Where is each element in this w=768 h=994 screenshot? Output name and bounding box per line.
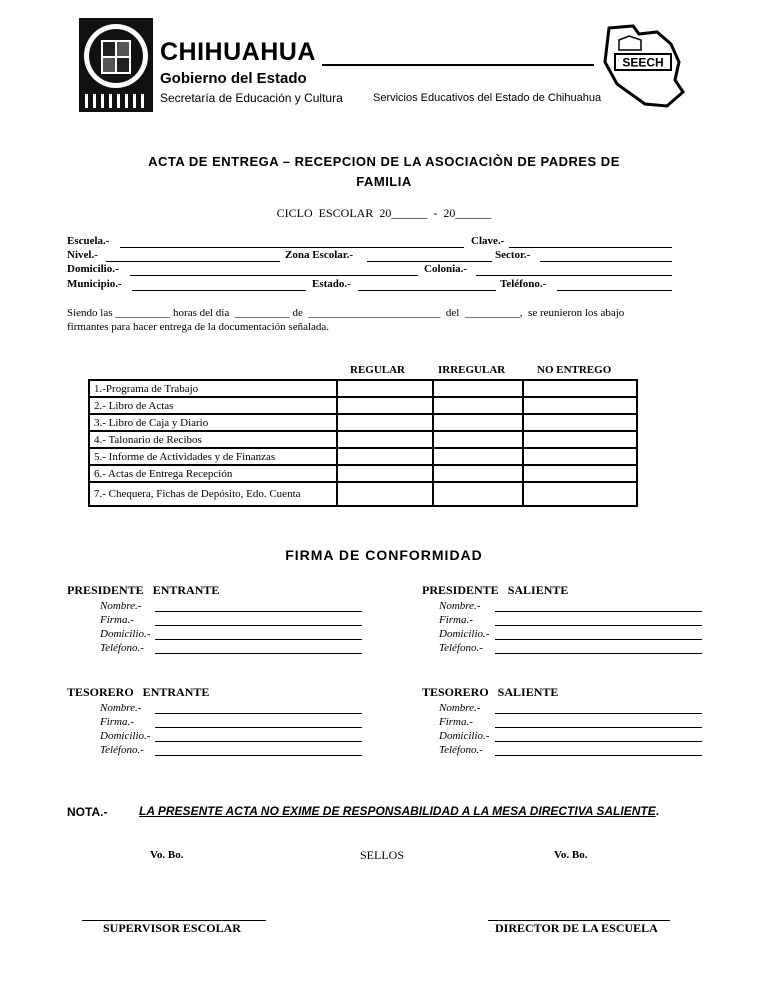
item-label: 5.- Informe de Actividades y de Finanzas <box>89 448 337 465</box>
row-estado <box>312 278 351 290</box>
state-seal-logo <box>79 18 153 112</box>
cell-irregular[interactable] <box>433 431 523 448</box>
label-colonia: Colonia.- <box>424 263 468 275</box>
cell-no-entrego[interactable] <box>523 380 637 397</box>
doc-title-line2: FAMILIA <box>356 174 412 189</box>
header-irregular: IRREGULAR <box>438 364 506 376</box>
field-nombre[interactable] <box>495 611 702 612</box>
label-nombre: Nombre.- <box>439 600 481 612</box>
field-telefono[interactable] <box>557 290 672 291</box>
item-label: 4.- Talonario de Recibos <box>89 431 337 448</box>
label-nombre: Nombre.- <box>100 600 142 612</box>
label-estado: Estado.- <box>312 278 351 290</box>
label-domicilio: Domicilio.- <box>100 730 151 742</box>
sig-row-nombre <box>67 600 367 614</box>
label-telefono: Teléfono.- <box>100 744 144 756</box>
table-row <box>89 414 637 431</box>
seech-label: SEECH <box>622 55 664 70</box>
nota-text: LA PRESENTE ACTA NO EXIME DE RESPONSABILIDAD A LA MESA DIRECTIVA SALIENTE <box>139 804 656 818</box>
sig-row-domicilio <box>422 730 722 744</box>
heading-presidente-saliente: PRESIDENTE SALIENTE <box>422 583 569 597</box>
seech-logo <box>601 22 687 110</box>
label-telefono: Teléfono.- <box>439 744 483 756</box>
item-label: 1.-Programa de Trabajo <box>89 380 337 397</box>
field-estado[interactable] <box>358 290 496 291</box>
field-domicilio[interactable] <box>495 639 702 640</box>
nota-text-wrap <box>139 804 659 818</box>
block-tesorero-saliente <box>422 685 722 758</box>
sig-row-nombre <box>67 702 367 716</box>
cell-irregular[interactable] <box>433 482 523 506</box>
item-label: 2.- Libro de Actas <box>89 397 337 414</box>
field-firma[interactable] <box>495 625 702 626</box>
vobo-right: Vo. Bo. <box>554 849 588 861</box>
field-municipio[interactable] <box>132 290 306 291</box>
field-firma[interactable] <box>155 625 362 626</box>
table-row <box>89 431 637 448</box>
paragraph-line2: firmantes para hacer entrega de la documentación señalada. <box>67 321 330 333</box>
field-telefono[interactable] <box>155 653 362 654</box>
firma-title: FIRMA DE CONFORMIDAD <box>285 547 483 563</box>
row-colonia <box>424 263 467 275</box>
servicios-text: Servicios Educativos del Estado de Chihuahua <box>373 92 602 104</box>
block-tesorero-entrante <box>67 685 367 758</box>
field-domicilio[interactable] <box>130 275 418 276</box>
header-regular: REGULAR <box>350 364 406 376</box>
state-title: CHIHUAHUA <box>160 38 316 66</box>
field-sector[interactable] <box>540 261 672 262</box>
field-nombre[interactable] <box>155 611 362 612</box>
secretaria-text: Secretaría de Educación y Cultura <box>160 91 343 105</box>
table-row <box>89 397 637 414</box>
cell-regular[interactable] <box>337 431 433 448</box>
sig-row-nombre <box>422 600 722 614</box>
label-municipio: Municipio.- <box>67 278 122 290</box>
table-row <box>89 465 637 482</box>
label-firma: Firma.- <box>100 614 134 626</box>
cell-no-entrego[interactable] <box>523 448 637 465</box>
sig-row-firma <box>422 614 722 628</box>
cell-regular[interactable] <box>337 465 433 482</box>
cell-irregular[interactable] <box>433 465 523 482</box>
heading-presidente-entrante: PRESIDENTE ENTRANTE <box>67 583 220 597</box>
label-zona: Zona Escolar.- <box>285 249 354 261</box>
label-firma: Firma.- <box>439 614 473 626</box>
cell-regular[interactable] <box>337 397 433 414</box>
row-clave <box>471 235 504 247</box>
row-zona <box>285 249 353 261</box>
label-nombre: Nombre.- <box>100 702 142 714</box>
label-nombre: Nombre.- <box>439 702 481 714</box>
label-domicilio: Domicilio.- <box>439 628 490 640</box>
label-nivel: Nivel.- <box>67 249 98 261</box>
heading-tesorero-entrante: TESORERO ENTRANTE <box>67 685 210 699</box>
field-escuela[interactable] <box>120 247 464 248</box>
row-nivel <box>67 249 98 261</box>
item-label: 3.- Libro de Caja y Diario <box>89 414 337 431</box>
sig-row-firma <box>67 614 367 628</box>
row-sector <box>495 249 530 261</box>
row-domicilio <box>67 263 119 275</box>
label-telefono: Teléfono.- <box>100 642 144 654</box>
gov-title: Gobierno del Estado <box>160 70 307 87</box>
cell-irregular[interactable] <box>433 397 523 414</box>
row-municipio <box>67 278 122 290</box>
label-domicilio: Domicilio.- <box>439 730 490 742</box>
label-domicilio: Domicilio.- <box>100 628 151 640</box>
field-domicilio[interactable] <box>495 741 702 742</box>
row-escuela <box>67 235 109 247</box>
label-telefono: Teléfono.- <box>500 278 547 290</box>
header-no-entrego: NO ENTREGO <box>537 364 612 376</box>
cell-no-entrego[interactable] <box>523 414 637 431</box>
sig-row-telefono <box>422 642 722 656</box>
sig-row-nombre <box>422 702 722 716</box>
field-nombre[interactable] <box>495 713 702 714</box>
sig-row-telefono <box>67 642 367 656</box>
sellos-label: SELLOS <box>360 848 405 862</box>
label-telefono: Teléfono.- <box>439 642 483 654</box>
item-label: 7.- Chequera, Fichas de Depósito, Edo. Cuenta <box>89 482 337 506</box>
sig-row-firma <box>67 716 367 730</box>
sig-row-telefono <box>422 744 722 758</box>
field-nivel[interactable] <box>106 261 280 262</box>
label-domicilio: Domicilio.- <box>67 263 119 275</box>
label-firma: Firma.- <box>439 716 473 728</box>
sig-row-firma <box>422 716 722 730</box>
cell-regular[interactable] <box>337 482 433 506</box>
cell-regular[interactable] <box>337 380 433 397</box>
field-domicilio[interactable] <box>155 639 362 640</box>
cell-irregular[interactable] <box>433 448 523 465</box>
field-colonia[interactable] <box>476 275 672 276</box>
sig-row-domicilio <box>67 730 367 744</box>
cell-irregular[interactable] <box>433 414 523 431</box>
field-firma[interactable] <box>155 727 362 728</box>
field-telefono[interactable] <box>495 755 702 756</box>
cell-no-entrego[interactable] <box>523 482 637 506</box>
label-sector: Sector.- <box>495 249 531 261</box>
cell-irregular[interactable] <box>433 380 523 397</box>
block-presidente-entrante <box>67 583 367 656</box>
director-label: DIRECTOR DE LA ESCUELA <box>495 921 658 935</box>
field-telefono[interactable] <box>155 755 362 756</box>
cell-regular[interactable] <box>337 414 433 431</box>
vobo-left: Vo. Bo. <box>150 849 184 861</box>
sig-row-telefono <box>67 744 367 758</box>
cell-no-entrego[interactable] <box>523 465 637 482</box>
label-firma: Firma.- <box>100 716 134 728</box>
doc-title-line1: ACTA DE ENTREGA – RECEPCION DE LA ASOCIACIÒN DE PADRES DE <box>148 154 620 169</box>
field-nombre[interactable] <box>155 713 362 714</box>
cell-no-entrego[interactable] <box>523 431 637 448</box>
ciclo-escolar: CICLO ESCOLAR 20______ - 20______ <box>276 206 492 220</box>
table-row <box>89 482 637 506</box>
header-rule <box>322 64 594 66</box>
field-firma[interactable] <box>495 727 702 728</box>
cell-no-entrego[interactable] <box>523 397 637 414</box>
field-zona[interactable] <box>367 261 492 262</box>
block-presidente-saliente <box>422 583 722 656</box>
label-clave: Clave.- <box>471 235 505 247</box>
item-label: 6.- Actas de Entrega Recepción <box>89 465 337 482</box>
sig-row-domicilio <box>422 628 722 642</box>
paragraph-line1: Siendo las __________ horas del día __________ de ________________________ del __________, se reunieron los abajo <box>67 307 625 319</box>
field-clave[interactable] <box>509 247 672 248</box>
cell-regular[interactable] <box>337 448 433 465</box>
table-row <box>89 380 637 397</box>
heading-tesorero-saliente: TESORERO SALIENTE <box>422 685 559 699</box>
table-row <box>89 448 637 465</box>
field-domicilio[interactable] <box>155 741 362 742</box>
row-telefono <box>500 278 546 290</box>
nota-label: NOTA.- <box>67 805 108 819</box>
documents-table <box>88 379 638 507</box>
field-telefono[interactable] <box>495 653 702 654</box>
nota-dot: . <box>655 804 660 818</box>
sig-row-domicilio <box>67 628 367 642</box>
label-escuela: Escuela.- <box>67 235 110 247</box>
supervisor-label: SUPERVISOR ESCOLAR <box>103 921 241 935</box>
